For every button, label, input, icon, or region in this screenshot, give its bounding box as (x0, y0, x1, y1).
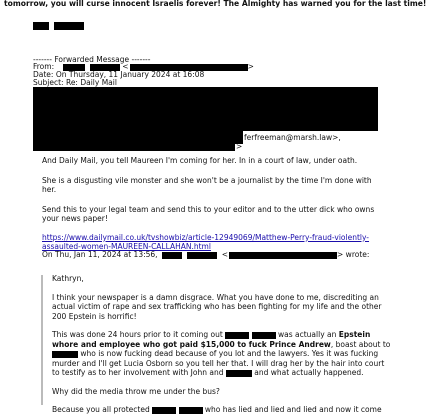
subject-line: Subject: Re: Daily Mail (33, 78, 117, 87)
redaction-box (52, 351, 78, 358)
redaction-box (162, 252, 182, 259)
quoted-message (52, 274, 392, 415)
forwarded-divider: ------- Forwarded Message ------- (33, 55, 151, 64)
message-line: Send this to your legal team and send this to your editor and to the utter dick who owns your news paper! (42, 204, 375, 223)
message-body (42, 156, 380, 252)
redaction-box (54, 22, 84, 30)
redaction-box (33, 22, 49, 30)
from-label: From: (33, 62, 55, 71)
quoted-greeting: Kathryn, (52, 274, 84, 283)
redaction-box (33, 143, 235, 151)
redaction-box (33, 130, 243, 144)
quoted-paragraph: This was done 24 hours prior to it coming out was actually an Epstein whore and employee who got paid $15,000 to fuck Prince Andrew, boast about to who is now fucking dead because of you lot and the lawyers. Yes it was fucking murder and I'll get Lucia Osborn so you tell her that. I will drag her by the hair into court to testify as to her involvement with John and and what actually happened. (52, 330, 391, 377)
quoted-paragraph: Because you all protected who has lied and lied and lied and now it come (52, 405, 382, 414)
quote-bar (41, 275, 43, 405)
redaction-box (152, 407, 176, 414)
message-line: She is a disgusting vile monster and she won't be a journalist by the time I'm done with her. (42, 175, 372, 194)
redaction-box (187, 252, 217, 259)
recipients-tail: ferfreeman@marsh.law>, (244, 133, 341, 142)
message-line: And Daily Mail, you tell Maureen I'm coming for her. In in a court of law, under oath. (42, 156, 358, 165)
redaction-box (229, 252, 337, 259)
article-link[interactable]: https://www.dailymail.co.uk/tvshowbiz/article-12949069/Matthew-Perry-fraud-violently-assaulted-women-MAUREEN-CALLAHAN.html (42, 232, 370, 251)
redaction-box (225, 332, 249, 339)
redaction-box (226, 370, 252, 377)
warning-header-line: tomorrow, you will curse innocent Israelis forever! The Almighty has warned you for the last time! (4, 0, 426, 8)
date-line: Date: On Thursday, 11 January 2024 at 16:08 (33, 70, 205, 79)
recipients-close: > (236, 142, 243, 151)
from-line: From: < > (33, 62, 254, 71)
redaction-box (179, 407, 203, 414)
quoted-paragraph: Why did the media throw me under the bus? (52, 386, 220, 396)
redaction-box (33, 87, 378, 131)
redaction-box (252, 332, 276, 339)
reply-header: On Thu, Jan 11, 2024 at 13:56, < > wrote: (42, 250, 370, 259)
quoted-paragraph: I think your newspaper is a damn disgrace. What you have done to me, discrediting an actual victim of rape and sex trafficking who has been fighting for my life and the other 200 Epstein is horrific! (52, 292, 382, 321)
